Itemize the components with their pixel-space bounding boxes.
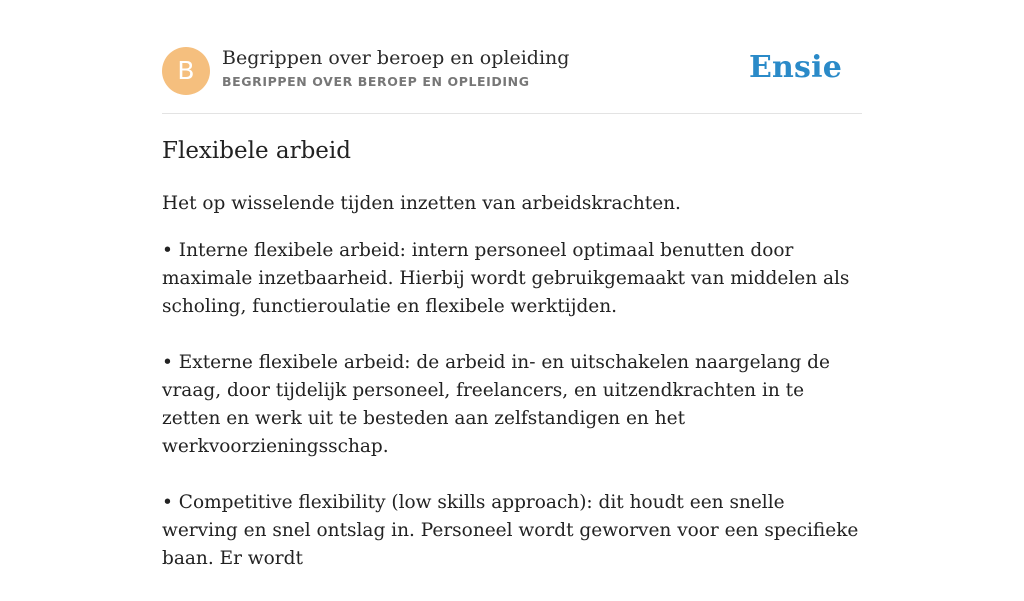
paragraph-competitive: • Competitive flexibility (low skills approach): dit houdt een snelle werving en snel ontslag in. Personeel wordt geworven voor een specifieke baan. Er wordt — [162, 492, 859, 569]
source-title[interactable]: Begrippen over beroep en opleiding — [222, 47, 570, 69]
paragraph-internal: • Interne flexibele arbeid: intern personeel optimaal benutten door maximale inzetbaarheid. Hierbij wordt gebruikgemaakt van middelen als scholing, functieroulatie en flexibele werktijden. — [162, 240, 850, 317]
article-title: Flexibele arbeid — [162, 138, 351, 164]
avatar[interactable]: B — [162, 47, 210, 95]
header — [162, 0, 862, 114]
brand-logo[interactable]: Ensie — [748, 50, 842, 85]
article-body — [162, 237, 862, 601]
page-container — [162, 0, 862, 569]
definition-text: Het op wisselende tijden inzetten van arbeidskrachten. — [162, 193, 681, 214]
paragraph-external: • Externe flexibele arbeid: de arbeid in- en uitschakelen naargelang de vraag, door tijdelijk personeel, freelancers, en uitzendkrachten in te zetten en werk uit te besteden aan zelfstandigen en het werkvoorzieningsschap. — [162, 352, 830, 457]
source-subtitle: BEGRIPPEN OVER BEROEP EN OPLEIDING — [222, 74, 530, 89]
